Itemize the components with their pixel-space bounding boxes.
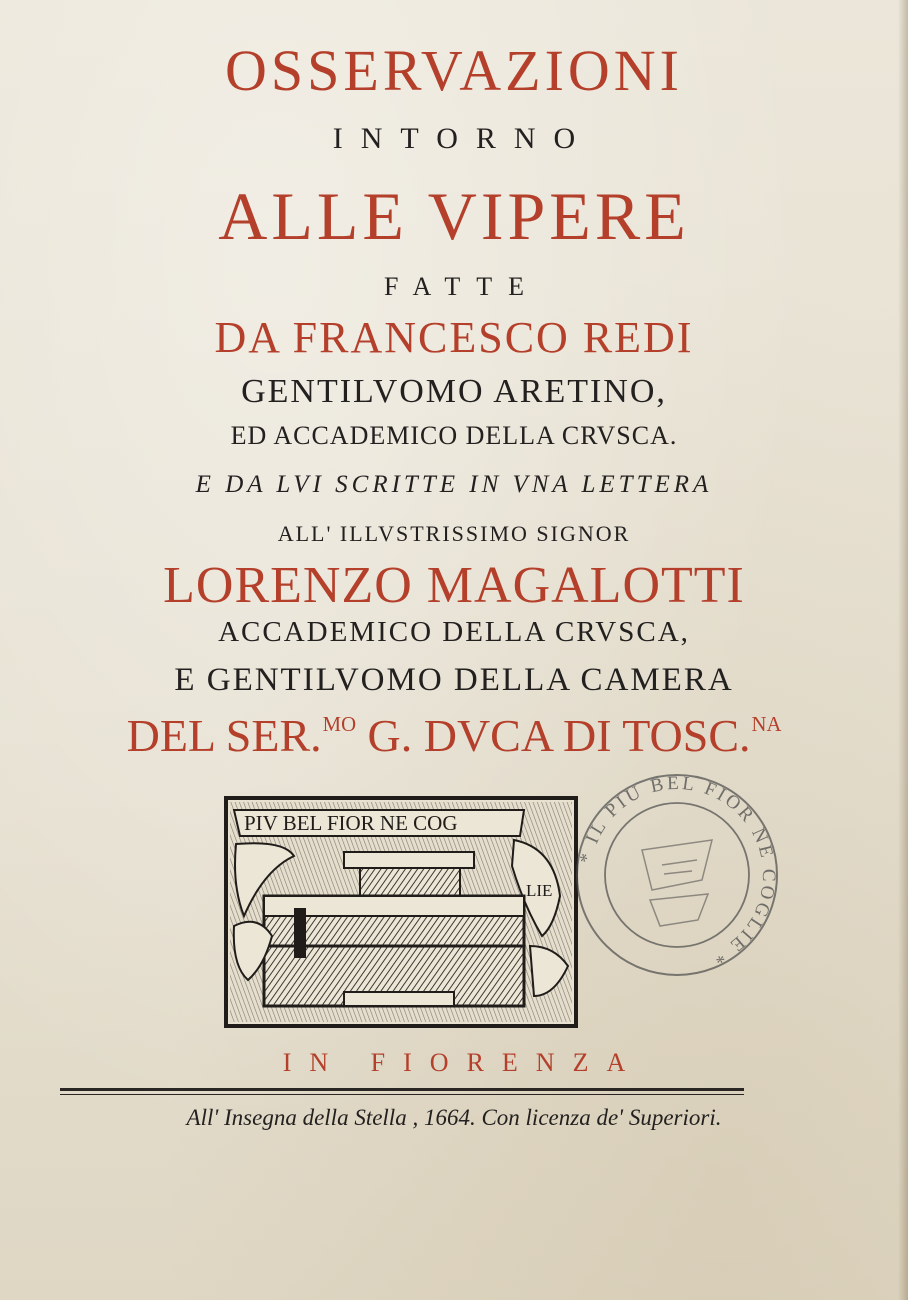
dedicatee-academy-line: ACCADEMICO DELLA CRVSCA,: [218, 616, 690, 648]
grand-duke-line-part2: G. DVCA DI TOSC.: [356, 710, 751, 761]
grand-duke-line-part1: DEL SER.: [126, 710, 322, 761]
imprint-line: All' Insegna della Stella , 1664. Con licenza de' Superiori.: [186, 1105, 722, 1130]
title-line-intorno: INTORNO: [332, 122, 594, 155]
imprint-rule-thin: [60, 1094, 744, 1095]
title-line-fatte: FATTE: [383, 272, 541, 301]
author-line: DA FRANCESCO REDI: [214, 313, 694, 362]
woodcut-motto-side: LIE: [526, 881, 553, 900]
title-line-alle-vipere: ALLE VIPERE: [218, 178, 690, 254]
library-stamp: [572, 770, 782, 980]
place-of-publication: IN FIORENZA: [282, 1048, 644, 1077]
stamp-text: * IL PIU BEL FIOR NE COGLIE *: [575, 772, 780, 970]
grand-duke-sup1: MO: [322, 714, 357, 737]
imprint-rule-thick: [60, 1088, 744, 1091]
letter-line: E DA LVI SCRITTE IN VNA LETTERA: [195, 471, 713, 498]
grand-duke-sup2: NA: [751, 714, 782, 737]
grand-duke-line: [0, 710, 908, 761]
dedicatee-camera-line: E GENTILVOMO DELLA CAMERA: [174, 662, 734, 698]
woodcut-motto: PIV BEL FIOR NE COG: [244, 811, 458, 835]
dedicatee-name-line: LORENZO MAGALOTTI: [163, 557, 745, 614]
dedication-line: ALL' ILLVSTRISSIMO SIGNOR: [277, 521, 631, 546]
printer-device-woodcut: [224, 796, 578, 1028]
academy-line: ED ACCADEMICO DELLA CRVSCA.: [230, 421, 678, 450]
author-title-line: GENTILVOMO ARETINO,: [241, 373, 667, 410]
title-line-osservazioni: OSSERVAZIONI: [225, 38, 683, 103]
